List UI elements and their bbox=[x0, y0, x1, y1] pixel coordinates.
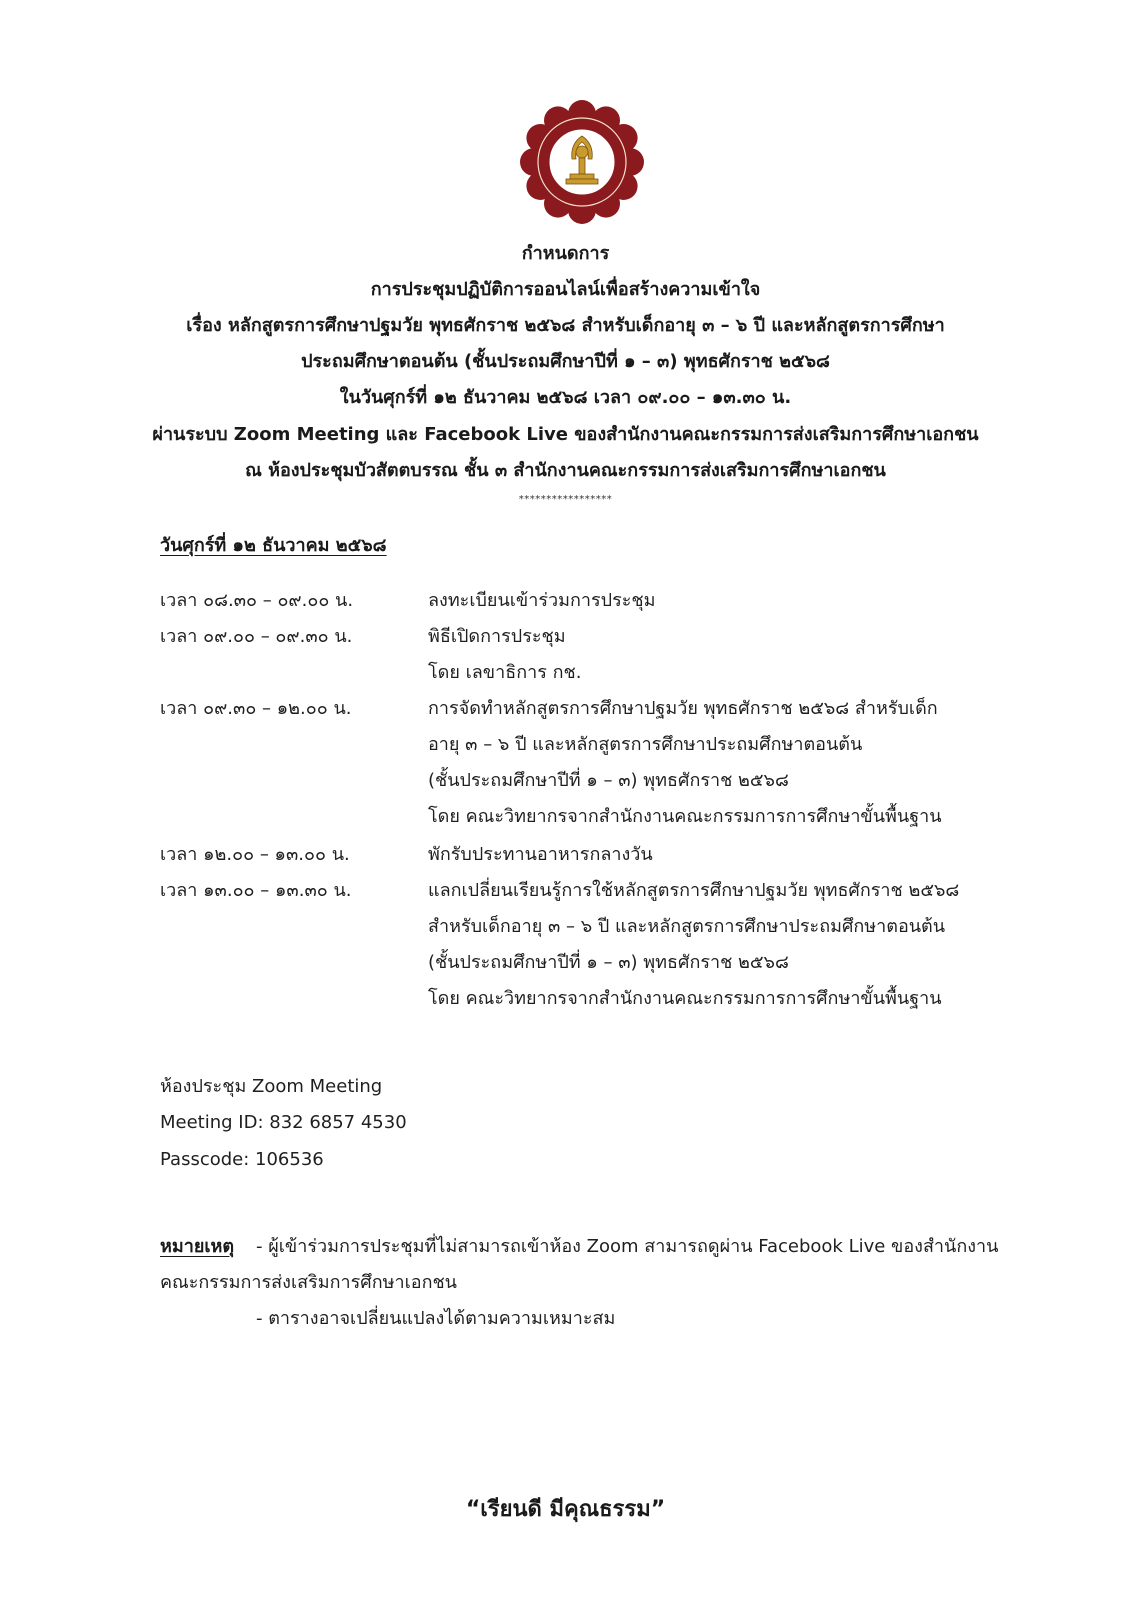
venue-line: ณ ห้องประชุมบัวสัตตบรรณ ชั้น ๓ สำนักงานคณะกรรมการส่งเสริมการศึกษาเอกชน bbox=[245, 460, 886, 481]
schedule-description: (ชั้นประถมศึกษาปีที่ ๑ – ๓) พุทธศักราช ๒๕๖๘ bbox=[428, 770, 789, 791]
schedule-description: (ชั้นประถมศึกษาปีที่ ๑ – ๓) พุทธศักราช ๒๕๖๘ bbox=[428, 952, 789, 973]
schedule-time: เวลา ๐๙.๓๐ – ๑๒.๐๐ น. bbox=[160, 698, 352, 719]
schedule-row bbox=[0, 842, 1131, 868]
schedule-description: โดย คณะวิทยากรจากสำนักงานคณะกรรมการการศึกษาขั้นพื้นฐาน bbox=[428, 806, 942, 827]
schedule-description: อายุ ๓ – ๖ ปี และหลักสูตรการศึกษาประถมศึกษาตอนต้น bbox=[428, 734, 863, 755]
schedule-time: เวลา ๐๙.๐๐ – ๐๙.๓๐ น. bbox=[160, 626, 353, 647]
schedule-description: โดย คณะวิทยากรจากสำนักงานคณะกรรมการการศึกษาขั้นพื้นฐาน bbox=[428, 988, 942, 1009]
zoom-room-label: ห้องประชุม Zoom Meeting bbox=[160, 1076, 383, 1097]
schedule-time: เวลา ๐๘.๓๐ – ๐๙.๐๐ น. bbox=[160, 590, 354, 611]
schedule-description: พักรับประทานอาหารกลางวัน bbox=[428, 844, 653, 865]
schedule-row bbox=[0, 624, 1131, 683]
subject-line-1: เรื่อง หลักสูตรการศึกษาปฐมวัย พุทธศักราช ๒๕๖๘ สำหรับเด็กอายุ ๓ – ๖ ปี และหลักสูตรการศึกษา bbox=[186, 315, 945, 336]
meeting-title: การประชุมปฏิบัติการออนไลน์เพื่อสร้างความเข้าใจ bbox=[370, 279, 761, 300]
schedule-description: การจัดทำหลักสูตรการศึกษาปฐมวัย พุทธศักราช ๒๕๖๘ สำหรับเด็ก bbox=[428, 698, 938, 719]
zoom-passcode: Passcode: 106536 bbox=[160, 1149, 324, 1170]
note-item-1: - ผู้เข้าร่วมการประชุมที่ไม่สามารถเข้าห้อง Zoom สามารถดูผ่าน Facebook Live ของสำนักงาน bbox=[256, 1236, 999, 1257]
schedule-row bbox=[0, 696, 1131, 827]
note-item-1-continued: คณะกรรมการส่งเสริมการศึกษาเอกชน bbox=[160, 1272, 457, 1293]
motto: “เรียนดี มีคุณธรรม” bbox=[465, 1497, 666, 1522]
opec-emblem-logo bbox=[520, 100, 644, 224]
schedule-time: เวลา ๑๒.๐๐ – ๑๓.๐๐ น. bbox=[160, 844, 350, 865]
schedule-row bbox=[0, 878, 1131, 1009]
schedule-time: เวลา ๑๓.๐๐ – ๑๓.๓๐ น. bbox=[160, 880, 352, 901]
header-separator: ***************** bbox=[518, 494, 613, 505]
schedule-description: แลกเปลี่ยนเรียนรู้การใช้หลักสูตรการศึกษาปฐมวัย พุทธศักราช ๒๕๖๘ bbox=[428, 880, 960, 901]
zoom-meeting-id: Meeting ID: 832 6857 4530 bbox=[160, 1112, 407, 1133]
document-title: กำหนดการ bbox=[521, 243, 610, 264]
schedule-description: พิธีเปิดการประชุม bbox=[428, 626, 566, 647]
schedule-description: ลงทะเบียนเข้าร่วมการประชุม bbox=[428, 590, 656, 611]
day-heading: วันศุกร์ที่ ๑๒ ธันวาคม ๒๕๖๘ bbox=[160, 535, 387, 556]
note-label: หมายเหตุ bbox=[160, 1236, 235, 1257]
schedule-description: โดย เลขาธิการ กช. bbox=[428, 662, 582, 683]
note-item-2: - ตารางอาจเปลี่ยนแปลงได้ตามความเหมาะสม bbox=[256, 1308, 616, 1329]
schedule-description: สำหรับเด็กอายุ ๓ – ๖ ปี และหลักสูตรการศึกษาประถมศึกษาตอนต้น bbox=[428, 916, 946, 937]
platform-line: ผ่านระบบ Zoom Meeting และ Facebook Live ของสำนักงานคณะกรรมการส่งเสริมการศึกษาเอกชน bbox=[152, 424, 979, 445]
schedule-row bbox=[0, 588, 1131, 614]
subject-line-2: ประถมศึกษาตอนต้น (ชั้นประถมศึกษาปีที่ ๑ – ๓) พุทธศักราช ๒๕๖๘ bbox=[301, 351, 830, 372]
date-time-line: ในวันศุกร์ที่ ๑๒ ธันวาคม ๒๕๖๘ เวลา ๐๙.๐๐ – ๑๓.๓๐ น. bbox=[339, 387, 792, 408]
